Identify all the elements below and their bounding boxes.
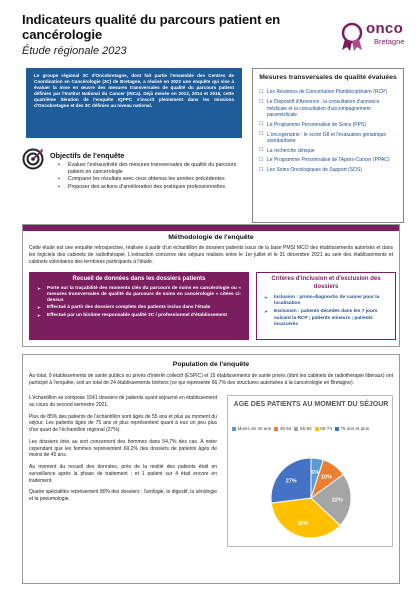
population-section [22, 354, 400, 584]
criteres-list [264, 295, 388, 328]
pie-svg [228, 396, 394, 548]
list-item: • Comparer les résultats avec ceux obtenus les années précédentes [58, 176, 250, 183]
objectives-section [22, 148, 248, 210]
logo-region: Bretagne [374, 37, 405, 46]
logo-word: onco [366, 20, 404, 37]
logo-ribbon-icon [338, 22, 366, 52]
chart-title: AGE DES PATIENTS AU MOMENT DU SÉJOUR [233, 401, 389, 408]
list-item: ➢ Porte sur la traçabilité des moments clés du parcours de soins en cancérologie ou « mesures transversales de qualité du parcours de soins en cancérologie » citées ci-dessus [37, 286, 241, 304]
objectives-list [58, 162, 250, 191]
intro-box: Le groupe régional 3C d'Oncobretagne, dont fait partie l'ensemble des Centres de Coordination en Cancérologie (3C) de Bretagne, a réalisé en 2022 une enquête qui vise à évaluer la mise en œuvre des mesures transversales de qualité du parcours patient définies par l'Institut National du Cancer (INCa). Déjà menée en 2012, 2014 et 2016, cette quatrième itération de l'enquête IQPPC s'inscrit pleinement dans les missions d'Oncobretagne et des 3C définies au niveau national. [26, 68, 242, 138]
population-intro: Au total, 9 établissements de santé publics ou privés d'intérêt collectif (ESPIC) et 15 établissements de santé privés (dont les cabinets de radiothérapie libéraux) ont participé à l'enquête, soit un total de 24 établissements bretons (ce qui représente 66,7% des structures autorisées à la cancérologie en Bretagne). [29, 373, 393, 386]
legend-label: Moins de 45 ans [237, 426, 272, 431]
pie-data-label: 5% [311, 469, 320, 476]
legend-label: 45-54 [279, 426, 292, 431]
recueil-list [37, 286, 241, 319]
legend-label: 55-64 [299, 426, 312, 431]
recueil-title: Recueil de données dans les dossiers patients [72, 276, 206, 282]
list-item: ☐ La recherche clinique [259, 148, 397, 155]
age-pie-chart [227, 395, 393, 547]
list-item: ☐ L'oncogériatrie : le score G8 et l'évaluation gériatrique standardisée [259, 132, 397, 145]
list-item: ➢ Inclusion : primo-diagnostic de cancer pour la localisation [264, 295, 388, 307]
population-details [29, 395, 217, 508]
paragraph: Les dossiers tirés au sort concernent des hommes dans 54,7% des cas. A noter cependant que les femmes représentent 69,2% des dossiers de patients âgés de moins de 45 ans. [29, 438, 217, 459]
list-item: ☐ Le Programme Personnalisé de l'Après-Cancer (PPAC) [259, 157, 397, 164]
list-item: • Proposer des actions d'amélioration des pratiques professionnelles [58, 184, 250, 191]
mesures-title: Mesures transversales de qualité évaluées [259, 74, 397, 81]
recueil-box [29, 272, 249, 340]
list-item: ☐ Le Programme Personnalisé de Soins (PPS) [259, 122, 397, 129]
methodology-accent-bar [23, 225, 399, 231]
paragraph: Quatre spécialités représentent 80% des dossiers : l'urologie, le digestif, la sénologie et la pneumologie. [29, 489, 217, 502]
criteres-title: Critères d'inclusion et d'exclusion des dossiers [271, 276, 381, 290]
onco-bretagne-logo [338, 20, 412, 54]
list-item: ☐ Les Réunions de Concertation Pluridisciplinaire (RCP) [259, 89, 397, 96]
objectives-title: Objectifs de l'enquête [50, 151, 125, 160]
header [22, 12, 322, 57]
page-subtitle: Étude régionale 2023 [22, 45, 127, 58]
criteres-box [256, 272, 396, 340]
mesures-box [252, 68, 404, 223]
list-item: ☐ Les Soins Oncologiques de Support (SOS) [259, 167, 397, 174]
target-icon [22, 148, 44, 170]
population-title: Population de l'enquête [172, 361, 250, 368]
mesures-list [259, 89, 397, 173]
methodology-title: Méthodologie de l'enquête [168, 234, 254, 241]
list-item: ➢ Exclusion : patients décédés dans les 7 jours suivant la RCP ; patients mineurs ; patients incarcérés [264, 309, 388, 328]
pie-data-label: 36% [297, 521, 309, 528]
paragraph: Plus de 85% des patients de l'échantillon sont âgés de 55 ans et plus au moment du séjour. Les patients âgés de 75 ans et plus représentent quant à eux un peu plus d'un quart de l'échantillon régional (27%). [29, 413, 217, 433]
paragraph: Au moment du recueil des données, près de la moitié des patients était en surveillance après la phase de traitement ; et 1 patient sur 4 était encore en traitement. [29, 464, 217, 484]
list-item: • Évaluer l'exhaustivité des mesures transversales de qualité du parcours patient en cancérologie [58, 162, 250, 176]
list-item: ➢ Effectué par un binôme responsable qualité 3C / professionnel d'établissement [37, 313, 241, 319]
list-item: ➢ Effectué à partir des dossiers complets des patients inclus dans l'étude [37, 305, 241, 311]
methodology-text: Cette étude est une enquête rétrospective, réalisée à partir d'un échantillon de dossiers patients issus de la base PMSI MCO des établissements autorisés et dans les logiciels des cabinets de radiothérapie. L'extraction concerne des séjours réalisés entre le 1er juillet et le 31 décembre 2021 au sein des établissements et cabinets volontaires des territoires participants à l'étude. [29, 245, 393, 265]
page-title: Indicateurs qualité du parcours patient en cancérologie [22, 12, 281, 43]
legend-label: 75 ans et plus [340, 426, 370, 431]
pie-data-label: 10% [321, 474, 333, 481]
list-item: ☐ Le Dispositif d'Annonce : la consultation d'annonce médicale et la consultation d'accompagnement paramédicale [259, 99, 397, 119]
legend-label: 65-74 [320, 426, 332, 431]
pie-data-label: 22% [331, 497, 343, 504]
paragraph: L'échantillon se compose 1541 dossiers de patients ayant séjourné en établissement au cours du second semestre 2021. [29, 395, 217, 408]
pie-data-label: 27% [285, 478, 297, 485]
